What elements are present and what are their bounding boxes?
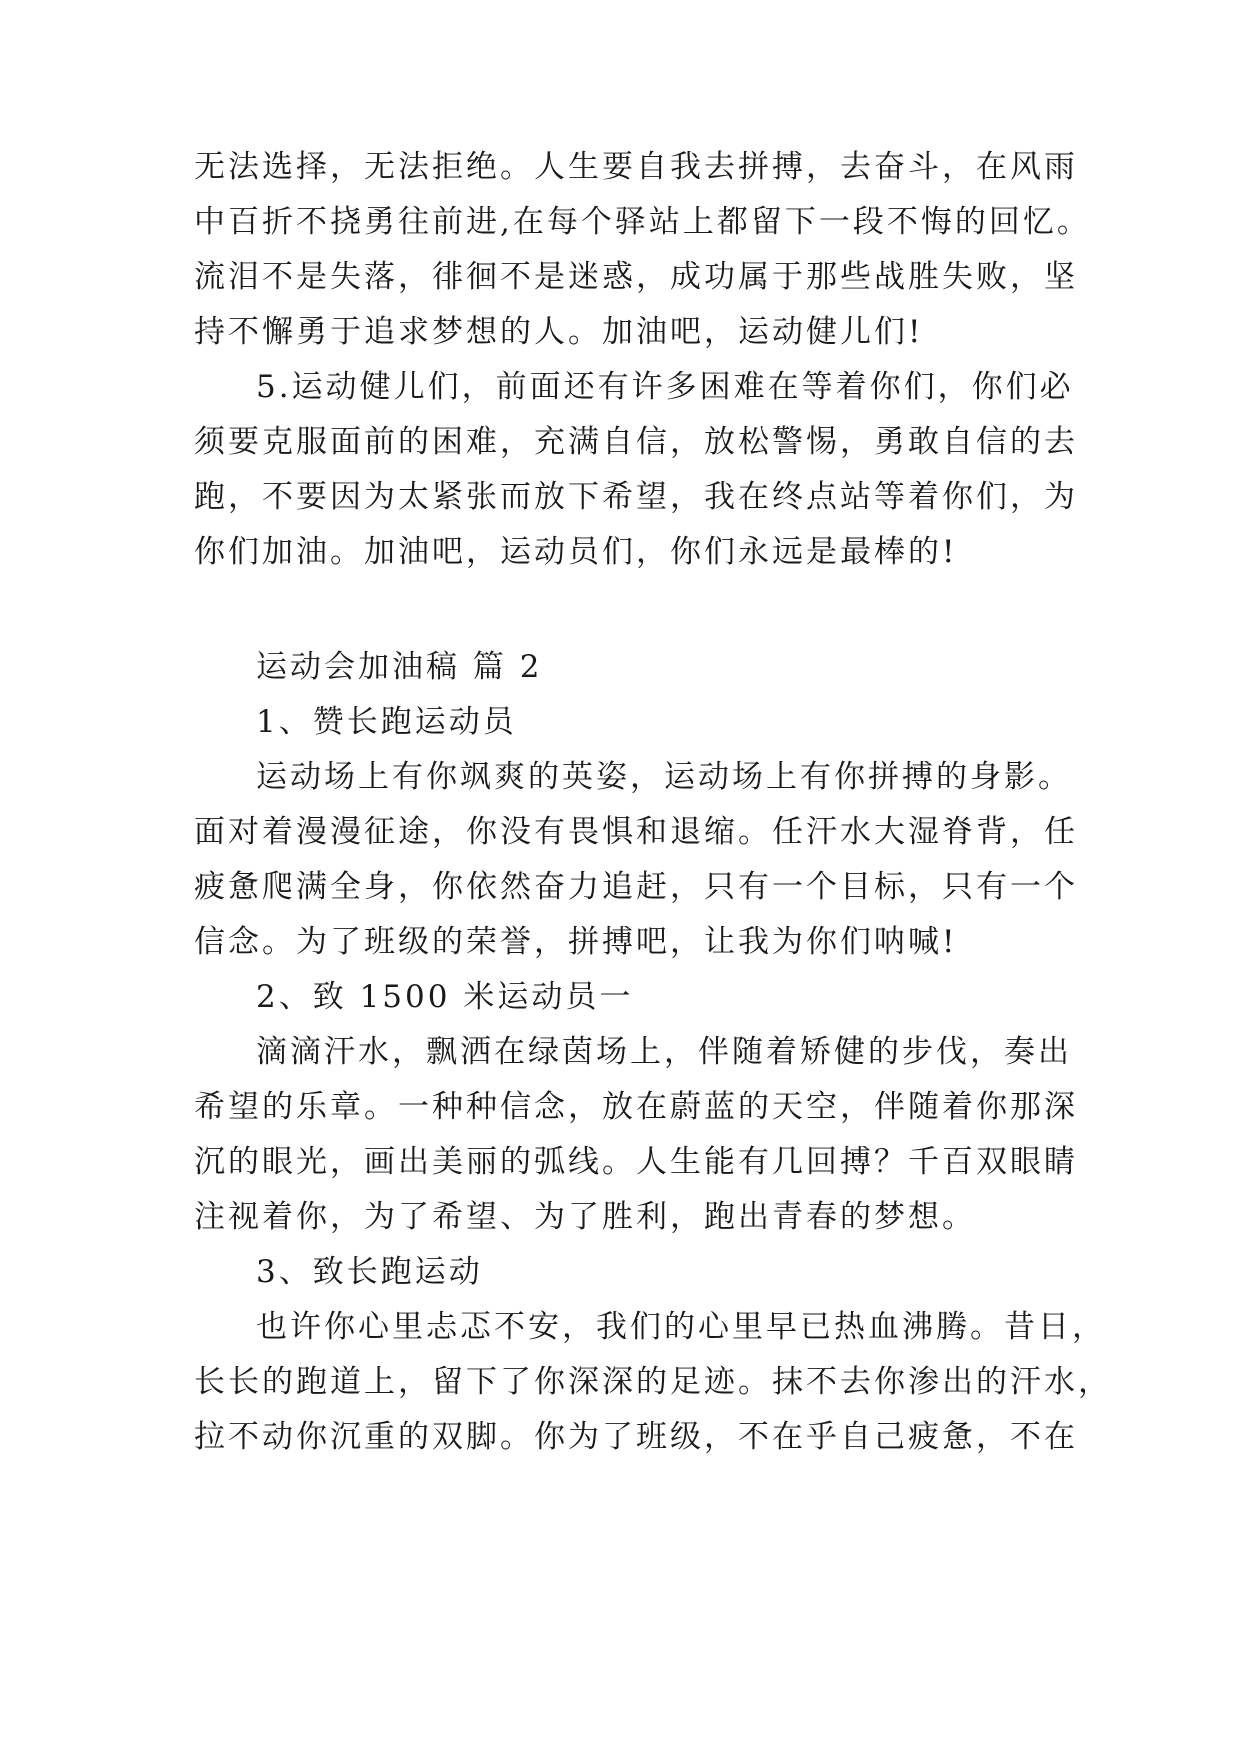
- subheading: 3、致长跑运动: [256, 1254, 483, 1290]
- paragraph-line: 疲惫爬满全身，你依然奋力追赶，只有一个目标，只有一个: [194, 869, 1078, 905]
- paragraph-line: 也许你心里忐忑不安，我们的心里早已热血沸腾。昔日，: [256, 1309, 1106, 1345]
- paragraph-line: 滴滴汗水，飘洒在绿茵场上，伴随着矫健的步伐，奏出: [256, 1034, 1072, 1070]
- paragraph-line: 流泪不是失落，徘徊不是迷惑，成功属于那些战胜失败，坚: [194, 259, 1078, 295]
- paragraph-line: 面对着漫漫征途，你没有畏惧和退缩。任汗水大湿脊背，任: [194, 814, 1078, 850]
- paragraph-line: 无法选择，无法拒绝。人生要自我去拼搏，去奋斗，在风雨: [194, 149, 1078, 185]
- subheading: 2、致 1500 米运动员一: [256, 979, 634, 1015]
- paragraph-line: 拉不动你沉重的双脚。你为了班级，不在乎自己疲惫，不在: [194, 1419, 1078, 1455]
- paragraph-line: 5.运动健儿们，前面还有许多困难在等着你们，你们必: [256, 369, 1074, 405]
- paragraph-line: 希望的乐章。一种种信念，放在蔚蓝的天空，伴随着你那深: [194, 1089, 1078, 1125]
- paragraph-line: 信念。为了班级的荣誉，拼搏吧，让我为你们呐喊!: [194, 924, 958, 960]
- paragraph-line: 运动场上有你飒爽的英姿，运动场上有你拼搏的身影。: [256, 759, 1072, 795]
- paragraph-line: 跑，不要因为太紧张而放下希望，我在终点站等着你们，为: [194, 479, 1078, 515]
- subheading: 1、赞长跑运动员: [256, 704, 517, 740]
- paragraph-line: 中百折不挠勇往前进,在每个驿站上都留下一段不悔的回忆。: [194, 204, 1091, 240]
- paragraph-line: 沉的眼光，画出美丽的弧线。人生能有几回搏？千百双眼睛: [194, 1144, 1078, 1180]
- paragraph-line: 须要克服面前的困难，充满自信，放松警惕，勇敢自信的去: [194, 424, 1078, 460]
- paragraph-line: 持不懈勇于追求梦想的人。加油吧，运动健儿们!: [194, 314, 924, 350]
- paragraph-line: 你们加油。加油吧，运动员们，你们永远是最棒的!: [194, 534, 958, 570]
- paragraph-line: 注视着你，为了希望、为了胜利，跑出青春的梦想。: [194, 1199, 976, 1235]
- paragraph-line: 长长的跑道上，留下了你深深的足迹。抹不去你渗出的汗水，: [194, 1364, 1112, 1400]
- section-heading: 运动会加油稿 篇 2: [256, 649, 543, 685]
